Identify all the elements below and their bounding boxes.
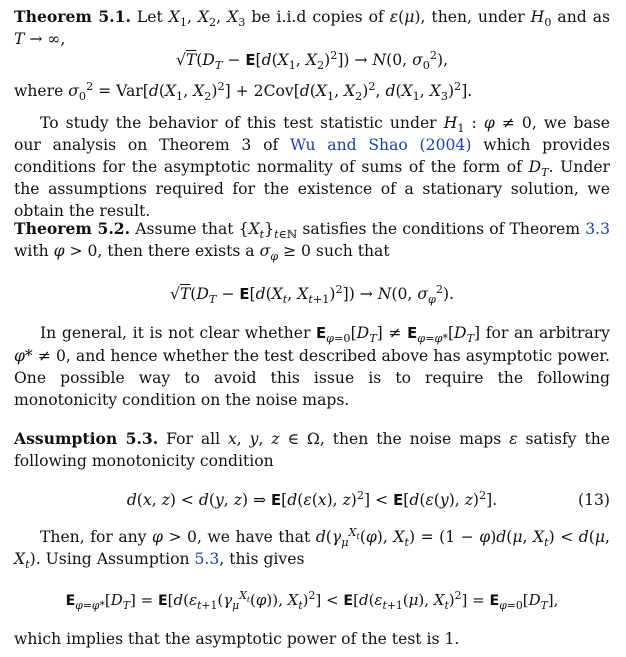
assumption-5-3-equation: d(x, z) < d(y, z) ⇒ E[d(ε(x), z)$^2$] < E[d(ε(y), z)$^2$]. [126,488,498,509]
assumption-5-3-link[interactable]: 5.3 [194,550,220,568]
paragraph-then-for-any: Then, for any φ > 0, we have that $d(\gamma_\mu^{X_t}(\varphi)$, $X_t) = (1 - \varphi)d(\mu$, $X_t) < d(\mu$, $X_t$). Using Assumption 5.3, this gives [14,525,610,572]
theorem-5-2-equation: $√T(D_T - E[d(X_t$, $X_{t+1})^2]) \to N(0$, $\sigma_\varphi^2$). [169,282,455,307]
theorem-5-2: Theorem 5.2. Assume that $\{X_t\}_{t\in ℕ}$ satisfies the conditions of Theorem 3.3 with φ > 0, then there exists a $\sigma_\varphi \ge 0$ such that [14,219,610,264]
theorem-5-1-where: where $\sigma_0^2 = Var[d(X_1$, $X_2)^2] + 2Cov[d(X_1$, $X_2)^2$, $d(X_1$, $X_3)^2$]. [14,79,473,104]
theorem-5-2-label: Theorem 5.2. [14,219,131,238]
theorem-5-1-label: Theorem 5.1. [14,7,131,26]
theorem-5-1-equation: $√T(D_T - E[d(X_1$, $X_2)^2]) \to N(0$, $\sigma_0^2$), [175,48,449,73]
equation-number-13: (13) [577,491,610,509]
paragraph-monotonicity-intro: In general, it is not clear whether $E_{\varphi=0}[D_T] \ne E_{\varphi=\varphi*}[D_T]$ for an arbitrary φ* ≠ 0, and hence whether the test described above has asymptotic power. One possible way to avoid this issue is to require the following monotonicity condition on the noise maps. [14,324,610,409]
theorem-5-1: Theorem 5.1. Let $X_1$, $X_2$, $X_3$ be i.i.d copies of ε(μ), then, under $H_0$ and as T → ∞, [14,7,610,48]
paragraph-h1-analysis: To study the behavior of this test statistic under $H_1$ : φ ≠ 0, we base our analysis on Theorem 3 of Wu and Shao (2004) which provides conditions for the asymptotic normality of sums of the form of $D_T$. Under the assumptions required for the existence of a stationary solution, we obtain the result. [14,114,611,220]
theorem-3-3-link[interactable]: 3.3 [585,220,610,238]
power-equation: $E_{\varphi=\varphi*}[D_T] = E[d(\varepsilon_{t+1}(\gamma_\mu^{X_t}(\varphi))$, $X_t)^2] < E[d(\varepsilon_{t+1}(\mu)$, $X_t)^2] = E_{\varphi=0}[D_T]$, [65,589,559,612]
citation-wu-shao-link[interactable]: Wu and Shao (2004) [290,136,472,154]
assumption-5-3: Assumption 5.3. For all x, y, z ∈ Ω, then the noise maps ε satisfy the following monotonicity condition [14,429,611,470]
conclusion-text: which implies that the asymptotic power of the test is 1. [14,630,460,648]
assumption-5-3-label: Assumption 5.3. [14,429,159,448]
